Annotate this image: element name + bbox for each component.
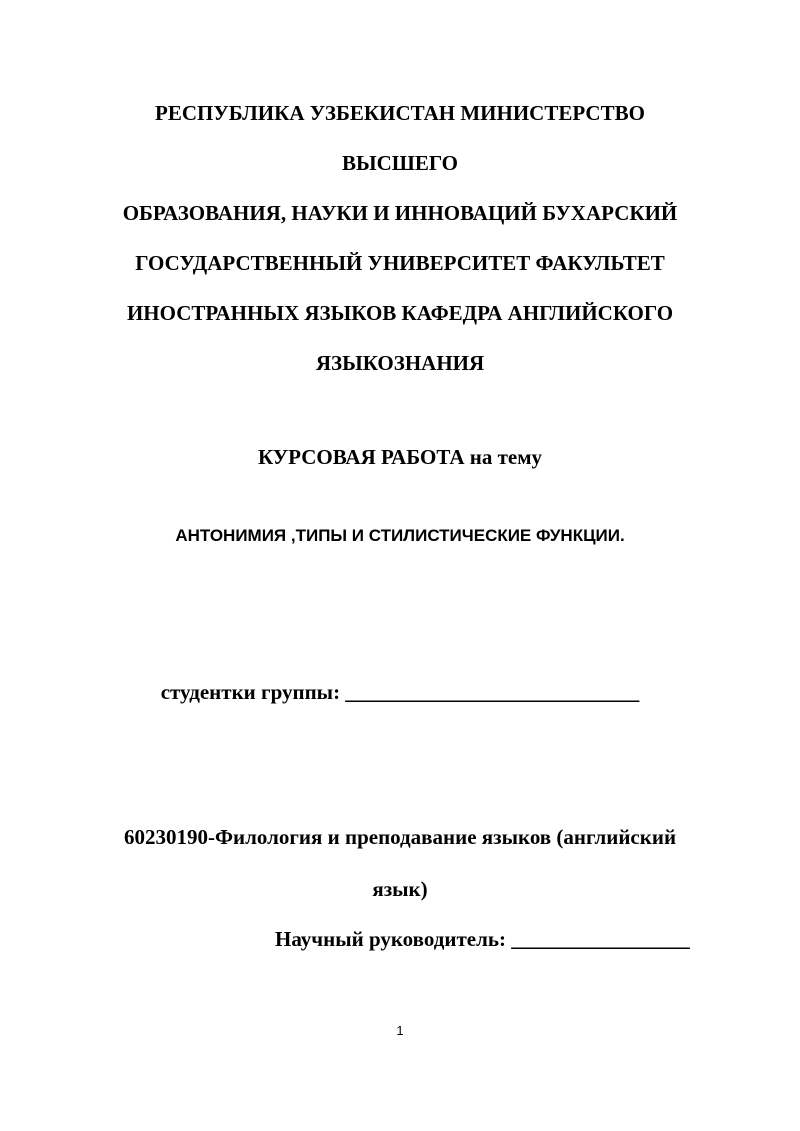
header-line-3: ОБРАЗОВАНИЯ, НАУКИ И ИННОВАЦИЙ БУХАРСКИЙ [122, 201, 678, 225]
page-number: 1 [396, 1023, 404, 1038]
specialty-block [90, 811, 710, 915]
coursework-topic: АНТОНИМИЯ ,ТИПЫ И СТИЛИСТИЧЕСКИЕ ФУНКЦИИ. [175, 526, 625, 545]
student-group-line: студентки группы: ____________________________ [160, 680, 640, 704]
header-line-6: ЯЗЫКОЗНАНИЯ [315, 351, 485, 375]
specialty-line-1: 60230190-Филология и преподавание языков (английский [123, 825, 677, 849]
header-line-2: ВЫСШЕГО [341, 151, 459, 175]
header-line-5: ИНОСТРАННЫХ ЯЗЫКОВ КАФЕДРА АНГЛИЙСКОГО [126, 301, 674, 325]
specialty-line-2: язык) [372, 877, 428, 901]
header-line-4: ГОСУДАРСТВЕННЫЙ УНИВЕРСИТЕТ ФАКУЛЬТЕТ [135, 251, 665, 275]
supervisor-line: Научный руководитель: _________________ [275, 927, 690, 951]
coursework-title: КУРСОВАЯ РАБОТА на тему [257, 445, 543, 469]
institution-header [100, 88, 700, 388]
header-line-1: РЕСПУБЛИКА УЗБЕКИСТАН МИНИСТЕРСТВО [155, 101, 645, 125]
